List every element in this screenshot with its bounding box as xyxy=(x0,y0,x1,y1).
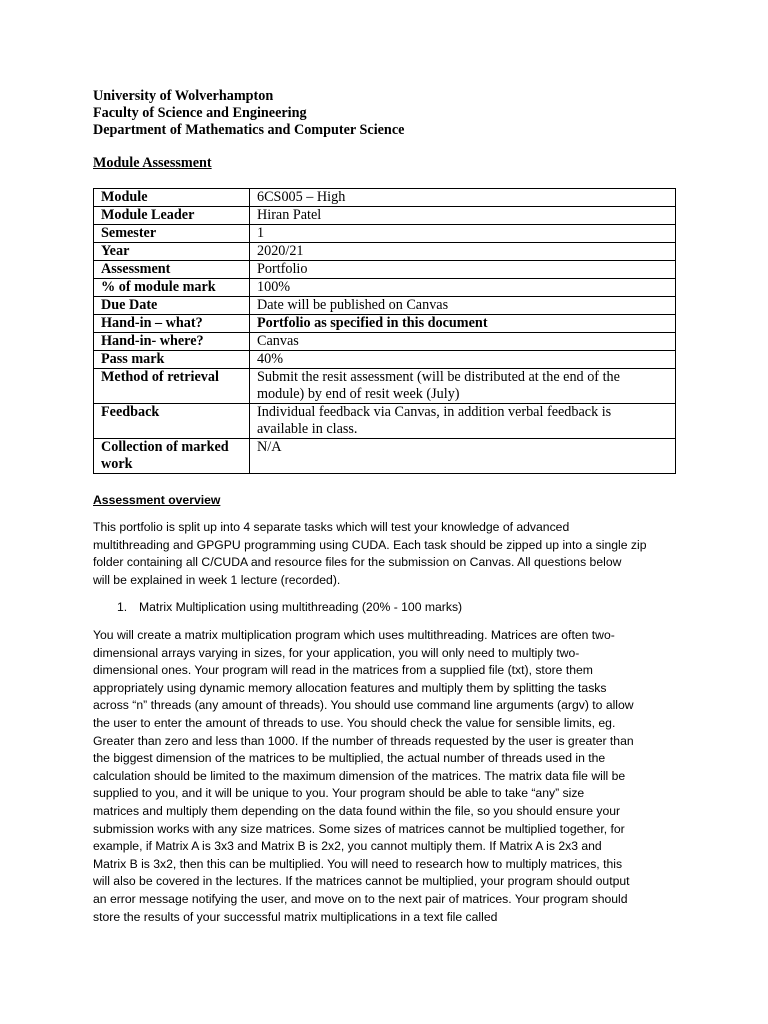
info-value-line: Hiran Patel xyxy=(257,207,322,223)
info-value-line: 6CS005 – High xyxy=(257,189,346,205)
info-row xyxy=(94,225,676,243)
info-key: % of module mark xyxy=(94,279,250,297)
module-assessment-title: Module Assessment xyxy=(93,155,212,171)
info-key: Assessment xyxy=(94,261,250,279)
text-line: supplied to you, and it will be unique to you. Your program should be able to take “any” size xyxy=(93,786,585,801)
info-value xyxy=(250,279,676,297)
info-value xyxy=(250,207,676,225)
text-line: example, if Matrix A is 3x3 and Matrix B is 2x2, you cannot multiply them. If Matrix A is 2x3 and xyxy=(93,839,602,854)
assessment-overview-title: Assessment overview xyxy=(93,493,221,507)
module-info-table xyxy=(93,188,676,474)
info-key: Semester xyxy=(94,225,250,243)
info-value xyxy=(250,333,676,351)
task-1-heading xyxy=(117,599,462,616)
text-line: dimensional ones. Your program will read in the matrices from a supplied file (txt), store them xyxy=(93,663,593,678)
info-value xyxy=(250,315,676,333)
info-key: Year xyxy=(94,243,250,261)
info-value xyxy=(250,439,676,474)
info-value-line: module) by end of resit week (July) xyxy=(257,386,460,402)
text-line: submission works with any size matrices. Some sizes of matrices cannot be multiplied together, for xyxy=(93,821,625,836)
info-row xyxy=(94,404,676,439)
info-row xyxy=(94,207,676,225)
info-row xyxy=(94,261,676,279)
info-value xyxy=(250,243,676,261)
info-value xyxy=(250,225,676,243)
university-name: University of Wolverhampton xyxy=(93,88,274,104)
info-row xyxy=(94,369,676,404)
info-value xyxy=(250,404,676,439)
text-line: an error message notifying the user, and move on to the next pair of matrices. Your program should xyxy=(93,891,628,906)
info-key: Module Leader xyxy=(94,207,250,225)
department-name: Department of Mathematics and Computer Science xyxy=(93,122,405,138)
text-line: You will create a matrix multiplication program which uses multithreading. Matrices are often two- xyxy=(93,628,615,642)
text-line: the biggest dimension of the matrices to be multiplied, the actual number of threads used in the xyxy=(93,751,606,766)
info-value xyxy=(250,297,676,315)
info-key: Collection of marked work xyxy=(94,439,250,474)
info-row xyxy=(94,439,676,474)
task-1-title: Matrix Multiplication using multithreading (20% - 100 marks) xyxy=(139,600,463,614)
text-line: calculation should be limited to the maximum dimension of the matrices. The matrix data file will be xyxy=(93,768,626,783)
info-value-line: Date will be published on Canvas xyxy=(257,297,449,313)
info-value xyxy=(250,189,676,207)
info-key: Feedback xyxy=(94,404,250,439)
info-value-line: 40% xyxy=(257,351,284,367)
text-line: This portfolio is split up into 4 separate tasks which will test your knowledge of advanced xyxy=(93,520,570,534)
faculty-name: Faculty of Science and Engineering xyxy=(93,105,307,121)
info-key: Method of retrieval xyxy=(94,369,250,404)
info-value-line: Portfolio xyxy=(257,261,308,277)
info-value-line: Portfolio as specified in this document xyxy=(257,315,488,331)
info-value-line: 1 xyxy=(257,225,265,241)
text-line: store the results of your successful matrix multiplications in a text file called xyxy=(93,909,498,924)
text-line: the user to enter the amount of threads to use. You should check the value for sensible limits, eg. xyxy=(93,715,616,730)
info-row xyxy=(94,297,676,315)
institution-header xyxy=(93,88,404,139)
text-line: dimensional arrays varying in sizes, for your application, you will only need to multiply two- xyxy=(93,645,580,660)
task-1-number: 1. xyxy=(117,600,128,614)
text-line: will also be covered in the lectures. If the matrices cannot be multiplied, your program should output xyxy=(93,874,630,889)
info-value-line: 2020/21 xyxy=(257,243,304,259)
info-value xyxy=(250,261,676,279)
text-line: Greater than zero and less than 1000. If the number of threads requested by the user is greater than xyxy=(93,733,634,748)
info-value-line: 100% xyxy=(257,279,291,295)
info-row xyxy=(94,351,676,369)
info-key: Due Date xyxy=(94,297,250,315)
info-row xyxy=(94,279,676,297)
info-key: Pass mark xyxy=(94,351,250,369)
overview-intro-paragraph xyxy=(93,519,683,589)
text-line: will be explained in week 1 lecture (recorded). xyxy=(93,572,341,587)
text-line: across “n” threads (any amount of threads). You should use command line arguments (argv) to allow xyxy=(93,698,634,713)
text-line: folder containing all C/CUDA and resource files for the submission on Canvas. All questions below xyxy=(93,555,622,570)
info-value-line: Submit the resit assessment (will be distributed at the end of the xyxy=(257,369,620,385)
info-row xyxy=(94,315,676,333)
info-value-line: Canvas xyxy=(257,333,299,349)
info-value xyxy=(250,351,676,369)
info-value-line: available in class. xyxy=(257,421,358,437)
info-row xyxy=(94,189,676,207)
text-line: multithreading and GPGPU programming using CUDA. Each task should be zipped up into a single zip xyxy=(93,537,647,552)
info-value xyxy=(250,369,676,404)
text-line: appropriately using dynamic memory allocation features and multiply them by splitting the tasks xyxy=(93,680,607,695)
info-value-line: N/A xyxy=(257,439,282,455)
info-value-line: Individual feedback via Canvas, in addition verbal feedback is xyxy=(257,404,612,420)
info-row xyxy=(94,243,676,261)
text-line: matrices and multiply them depending on the data found within the file, so you should ensure your xyxy=(93,803,621,818)
info-key: Module xyxy=(94,189,250,207)
info-key: Hand-in- where? xyxy=(94,333,250,351)
text-line: Matrix B is 3x2, then this can be multiplied. You will need to research how to multiply matrices, this xyxy=(93,856,623,871)
task-1-description xyxy=(93,627,683,926)
info-key: Hand-in – what? xyxy=(94,315,250,333)
info-row xyxy=(94,333,676,351)
